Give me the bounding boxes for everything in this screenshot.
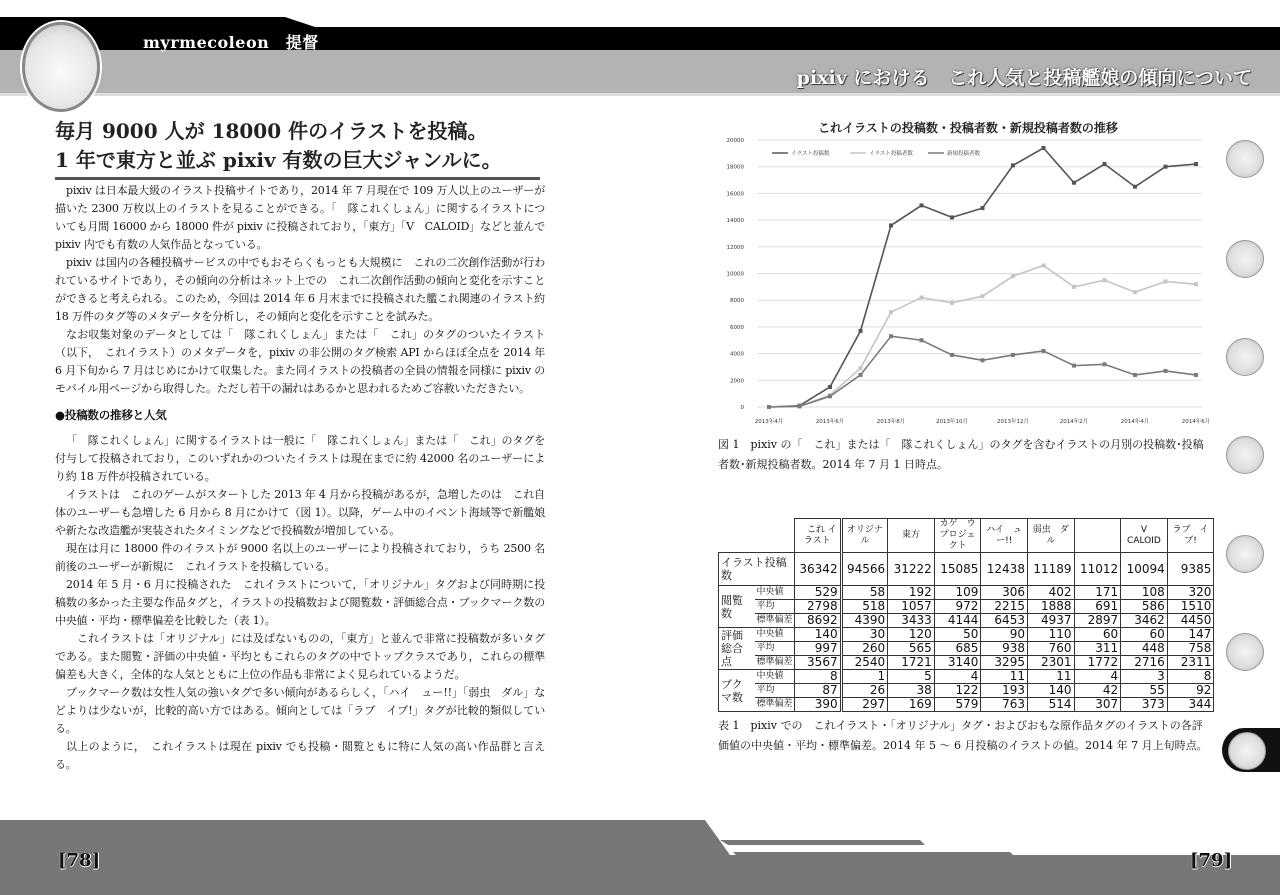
table-cell: 758	[1167, 642, 1214, 656]
series-line	[769, 265, 1196, 407]
table-cell: 110	[1027, 628, 1074, 642]
table-cell: 3	[1121, 670, 1168, 684]
legend-label: 新規投稿者数	[947, 151, 981, 157]
figure-caption: 図 1 pixiv の「 これ」または「 隊これくしょん」のタグを含むイラストの月別の投稿数･投稿者数･新規投稿者数。2014 年 7 月 1 日時点。	[718, 438, 1204, 471]
headline-line: 毎月 9000 人が 18000 件のイラストを投稿。	[55, 119, 488, 143]
paragraph: pixiv は日本最大級のイラスト投稿サイトであり，2014 年 7 月現在で 109 万人以上のユーザーが描いた 2300 万枚以上のイラストを見ることができる。「 隊これくしょん」に関するイラストについても月間 16000 から 18000 件が pixiv に投稿されており，「東方」「V CALOID」などと並んで pixiv 内でも有数の人気作品となっている。	[55, 184, 545, 251]
table-cell: 92	[1167, 684, 1214, 698]
table-cell: 171	[1074, 586, 1121, 600]
data-point	[1133, 185, 1137, 189]
stat-label: 標準偏差	[755, 656, 795, 670]
data-point	[767, 405, 771, 409]
thumbnail-icon	[1226, 338, 1264, 376]
x-tick-label: 2014年2月	[1059, 419, 1089, 425]
table-cell: 390	[795, 698, 842, 712]
y-tick-label: 8000	[730, 298, 744, 305]
table-cell: 11	[981, 670, 1028, 684]
data-point	[1011, 274, 1015, 278]
column-header: V CALOID	[1121, 519, 1168, 553]
y-tick-label: 14000	[726, 218, 744, 225]
section-heading: ●投稿数の推移と人気	[55, 408, 167, 422]
table-cell: 193	[981, 684, 1028, 698]
column-header: カゲ ウ プロジェクト	[934, 519, 981, 553]
author-name: myrmecoleon 提督	[143, 33, 319, 52]
table-cell: 2540	[841, 656, 888, 670]
x-tick-label: 2013年4月	[754, 419, 784, 425]
table-cell: 1510	[1167, 600, 1214, 614]
x-tick-label: 2013年8月	[876, 419, 906, 425]
stat-label: 標準偏差	[755, 614, 795, 628]
y-tick-label: 4000	[730, 351, 744, 358]
headline	[55, 117, 655, 175]
table-cell: 760	[1027, 642, 1074, 656]
table-cell: 4	[934, 670, 981, 684]
legend-label: イラスト投稿数	[791, 151, 830, 157]
group-label: ブクマ数	[719, 670, 755, 712]
table-cell: 8	[795, 670, 842, 684]
table-cell: 11012	[1074, 553, 1121, 586]
data-point	[920, 203, 924, 207]
table-cell: 140	[795, 628, 842, 642]
table-cell: 6453	[981, 614, 1028, 628]
series-line	[769, 148, 1196, 407]
stat-label: 平均	[755, 600, 795, 614]
table-cell: 320	[1167, 586, 1214, 600]
paragraph: ブックマーク数は女性人気の強いタグで多い傾向があるらしく，「ハイ ュー!!」「弱虫 ダル」などよりは少ないが，比較的高い方ではある。傾向としては「ラブ イブ!」タグが比較的類似している。	[55, 686, 545, 735]
table-row	[719, 628, 1214, 642]
table-row	[719, 614, 1214, 628]
corner-cell	[719, 519, 795, 553]
table-cell: 938	[981, 642, 1028, 656]
table-cell: 26	[841, 684, 888, 698]
table-cell: 10094	[1121, 553, 1168, 586]
thumbnail-icon	[1226, 436, 1264, 474]
table-cell: 169	[888, 698, 935, 712]
footer-band	[0, 810, 1280, 895]
data-point	[1164, 369, 1168, 373]
table-caption: 表 1 pixiv での これイラスト・「オリジナル」タグ・およびおもな原作品タグのイラストの各評価値の中央値・平均・標準偏差。2014 年 5 ～ 6 月投稿のイラストの値。2014 年 7 月上旬時点。	[718, 719, 1208, 752]
table-cell: 3295	[981, 656, 1028, 670]
table-cell: 38	[888, 684, 935, 698]
table-cell: 2215	[981, 600, 1028, 614]
table-row	[719, 600, 1214, 614]
table-cell: 4	[1074, 670, 1121, 684]
table-cell: 109	[934, 586, 981, 600]
data-point	[889, 223, 893, 227]
data-point	[1133, 373, 1137, 377]
table-cell: 1772	[1074, 656, 1121, 670]
thumbnail-icon	[1226, 633, 1264, 671]
data-point	[981, 206, 985, 210]
table-cell: 997	[795, 642, 842, 656]
group-label: 評価総合点	[719, 628, 755, 670]
table-row	[719, 684, 1214, 698]
y-tick-label: 2000	[730, 378, 744, 385]
data-point	[798, 404, 802, 408]
y-tick-label: 20000	[726, 138, 744, 144]
data-point	[1042, 349, 1046, 353]
table-cell: 42	[1074, 684, 1121, 698]
table-cell: 8692	[795, 614, 842, 628]
table-cell: 36342	[795, 553, 842, 586]
table-cell: 3140	[934, 656, 981, 670]
table-row	[719, 586, 1214, 600]
table-row	[719, 698, 1214, 712]
table-row	[719, 670, 1214, 684]
data-point	[1164, 165, 1168, 169]
table-header-row	[719, 519, 1214, 553]
legend-label: イラスト投稿者数	[869, 151, 913, 157]
paragraph: イラストは これのゲームがスタートした 2013 年 4 月から投稿があるが，急増したのは これ自体のユーザーも急増した 6 月から 8 月にかけて（図 1）。以降，ゲーム中のイベント海域等で新艦娘や新たな改造艦が実装されたタイミングなどで投稿数が増加している。	[55, 488, 545, 537]
table-cell: 5	[888, 670, 935, 684]
page-number-left: [78]	[58, 850, 101, 871]
table-cell: 4937	[1027, 614, 1074, 628]
data-point	[1194, 373, 1198, 377]
data-point	[920, 338, 924, 342]
column-header: これ イラスト	[795, 519, 842, 553]
data-point	[1072, 285, 1076, 289]
author-avatar	[22, 22, 100, 112]
headline-rule	[55, 177, 540, 180]
table-cell: 2301	[1027, 656, 1074, 670]
table-cell: 50	[934, 628, 981, 642]
table-cell: 1	[841, 670, 888, 684]
group-label: 閲覧数	[719, 586, 755, 628]
paragraph: なお収集対象のデータとしては「 隊これくしょん」または「 これ」のタグのついたイラスト（以下， これイラスト）のメタデータを，pixiv の非公開のタグ検索 API からほぼ全点を 2014 年 6 月下旬から 7 月はじめにかけて収集した。また同イラストの投稿者の全員の情報を同様に pixiv のモバイル用ページから取得した。ただし若干の漏れはあるかと思われるためご容赦いただきたい。	[55, 328, 545, 395]
data-point	[859, 373, 863, 377]
table-cell: 685	[934, 642, 981, 656]
table-cell: 311	[1074, 642, 1121, 656]
data-point	[1103, 278, 1107, 282]
table-cell: 2897	[1074, 614, 1121, 628]
table-cell: 192	[888, 586, 935, 600]
table-cell: 3462	[1121, 614, 1168, 628]
data-point	[950, 301, 954, 305]
data-point	[981, 294, 985, 298]
data-point	[889, 310, 893, 314]
table-cell: 90	[981, 628, 1028, 642]
stat-label: 中央値	[755, 586, 795, 600]
table-cell: 448	[1121, 642, 1168, 656]
body-text	[55, 182, 545, 774]
thumbnail-icon	[1226, 240, 1264, 278]
table-row	[719, 656, 1214, 670]
table-cell: 55	[1121, 684, 1168, 698]
data-point	[1194, 162, 1198, 166]
column-header: オリジナル	[841, 519, 888, 553]
x-tick-label: 2014年6月	[1181, 419, 1211, 425]
table-cell: 297	[841, 698, 888, 712]
data-point	[1164, 280, 1168, 284]
y-tick-label: 6000	[730, 324, 744, 331]
y-tick-label: 16000	[726, 191, 744, 198]
table-cell: 11189	[1027, 553, 1074, 586]
data-point	[981, 358, 985, 362]
x-tick-label: 2013年12月	[997, 419, 1029, 425]
thumbnail-icon	[1228, 732, 1266, 770]
table-cell: 30	[841, 628, 888, 642]
table-cell: 2311	[1167, 656, 1214, 670]
y-tick-label: 12000	[726, 244, 744, 251]
paragraph: 「 隊これくしょん」に関するイラストは一般に「 隊これくしょん」または「 これ」のタグを付与して投稿されており，このいずれかのついたイラストは現在までに約 42000 名のユーザーにより約 18 万件が投稿されている。	[55, 434, 545, 483]
table-cell: 1888	[1027, 600, 1074, 614]
paragraph: 現在は月に 18000 件のイラストが 9000 名以上のユーザーにより投稿されており，うち 2500 名前後のユーザーが新規に これイラストを投稿している。	[55, 542, 545, 573]
column-header	[1074, 519, 1121, 553]
x-tick-label: 2014年4月	[1120, 419, 1150, 425]
paragraph: これイラストは「オリジナル」には及ばないものの，「東方」と並んで非常に投稿数が多いタグである。また閲覧・評価の中央値・平均ともこれらのタグの中でトップクラスであり，これらの標準偏差も大きく，全体的な人気とともに上位の作品も非常によく見られているようだ。	[55, 632, 545, 681]
table-cell: 4390	[841, 614, 888, 628]
data-point	[1072, 364, 1076, 368]
thumbnail-icon	[1226, 535, 1264, 573]
article-title: pixiv における これ人気と投稿艦娘の傾向について	[796, 67, 1252, 89]
table-cell: 4450	[1167, 614, 1214, 628]
table-cell: 691	[1074, 600, 1121, 614]
line-chart	[712, 115, 1212, 435]
data-point	[1194, 282, 1198, 286]
table-cell: 11	[1027, 670, 1074, 684]
column-header: 東方	[888, 519, 935, 553]
table-cell: 94566	[841, 553, 888, 586]
y-tick-label: 0	[740, 405, 744, 411]
table-cell: 306	[981, 586, 1028, 600]
table-cell: 108	[1121, 586, 1168, 600]
stat-label: 中央値	[755, 670, 795, 684]
data-point	[1103, 162, 1107, 166]
stat-label: 標準偏差	[755, 698, 795, 712]
data-point	[1011, 163, 1015, 167]
table-cell: 140	[1027, 684, 1074, 698]
stat-label: 中央値	[755, 628, 795, 642]
table-cell: 9385	[1167, 553, 1214, 586]
column-header: ハイ ュー!!	[981, 519, 1028, 553]
data-point	[1103, 362, 1107, 366]
table-cell: 307	[1074, 698, 1121, 712]
data-point	[1042, 146, 1046, 150]
data-point	[920, 296, 924, 300]
table-cell: 58	[841, 586, 888, 600]
data-point	[1011, 353, 1015, 357]
data-point	[859, 329, 863, 333]
table-row	[719, 553, 1214, 586]
paragraph: pixiv は国内の各種投稿サービスの中でもおそらくもっとも大規模に これの二次創作活動が行われているサイトであり，その傾向の分析はネット上での これ二次創作活動の傾向と変化を示すことができると考えられる。このため，今回は 2014 年 6 月末までに投稿された艦これ関連のイラスト約 18 万件のタグ等のメタデータを分析し，その傾向と変化を示すことを試みた。	[55, 256, 545, 323]
thumbnail-icon	[1226, 140, 1264, 178]
table-cell: 2716	[1121, 656, 1168, 670]
table-cell: 87	[795, 684, 842, 698]
stat-label: 平均	[755, 684, 795, 698]
table-cell: 15085	[934, 553, 981, 586]
table-cell: 514	[1027, 698, 1074, 712]
table-cell: 1721	[888, 656, 935, 670]
y-tick-label: 10000	[726, 271, 744, 278]
table-cell: 60	[1121, 628, 1168, 642]
table-cell: 529	[795, 586, 842, 600]
data-point	[950, 215, 954, 219]
table-cell: 122	[934, 684, 981, 698]
table-cell: 147	[1167, 628, 1214, 642]
table-cell: 31222	[888, 553, 935, 586]
column-header: ラブ イブ!	[1167, 519, 1214, 553]
table-row	[719, 642, 1214, 656]
paragraph: 以上のように， これイラストは現在 pixiv でも投稿・閲覧ともに特に人気の高い作品群と言える。	[55, 740, 545, 771]
page-number-right: [79]	[1190, 850, 1233, 871]
table-cell: 12438	[981, 553, 1028, 586]
stats-table	[718, 518, 1214, 712]
table-cell: 3567	[795, 656, 842, 670]
table-cell: 1057	[888, 600, 935, 614]
table-cell: 8	[1167, 670, 1214, 684]
column-header: 弱虫 ダル	[1027, 519, 1074, 553]
series-line	[769, 336, 1196, 407]
table-cell: 344	[1167, 698, 1214, 712]
table-cell: 402	[1027, 586, 1074, 600]
table-cell: 763	[981, 698, 1028, 712]
data-point	[1133, 290, 1137, 294]
table-cell: 4144	[934, 614, 981, 628]
data-point	[828, 385, 832, 389]
paragraph: 2014 年 5 月・6 月に投稿された これイラストについて，「オリジナル」タグおよび同時期に投稿数の多かった主要な作品タグと，イラストの投稿数および閲覧数・評価総合点・ブックマーク数の中央値・平均・標準偏差を比較した（表 1）。	[55, 578, 545, 627]
table-cell: 373	[1121, 698, 1168, 712]
data-point	[1042, 263, 1046, 267]
data-point	[828, 394, 832, 398]
table-cell: 2798	[795, 600, 842, 614]
table-cell: 260	[841, 642, 888, 656]
data-point	[859, 366, 863, 370]
chart-title: これイラストの投稿数・投稿者数・新規投稿者数の推移	[806, 121, 1118, 135]
table-block	[718, 518, 1214, 756]
table-cell: 586	[1121, 600, 1168, 614]
data-point	[889, 334, 893, 338]
data-point	[950, 353, 954, 357]
table-cell: 120	[888, 628, 935, 642]
x-tick-label: 2013年10月	[936, 419, 968, 425]
table-cell: 579	[934, 698, 981, 712]
table-cell: 565	[888, 642, 935, 656]
data-point	[1072, 181, 1076, 185]
x-tick-label: 2013年6月	[815, 419, 845, 425]
table-cell: 518	[841, 600, 888, 614]
row-label: イラスト投稿数	[719, 553, 795, 586]
table-cell: 972	[934, 600, 981, 614]
stat-label: 平均	[755, 642, 795, 656]
table-cell: 3433	[888, 614, 935, 628]
y-tick-label: 18000	[726, 164, 744, 171]
headline-line: 1 年で東方と並ぶ pixiv 有数の巨大ジャンルに。	[55, 148, 502, 172]
table-cell: 60	[1074, 628, 1121, 642]
